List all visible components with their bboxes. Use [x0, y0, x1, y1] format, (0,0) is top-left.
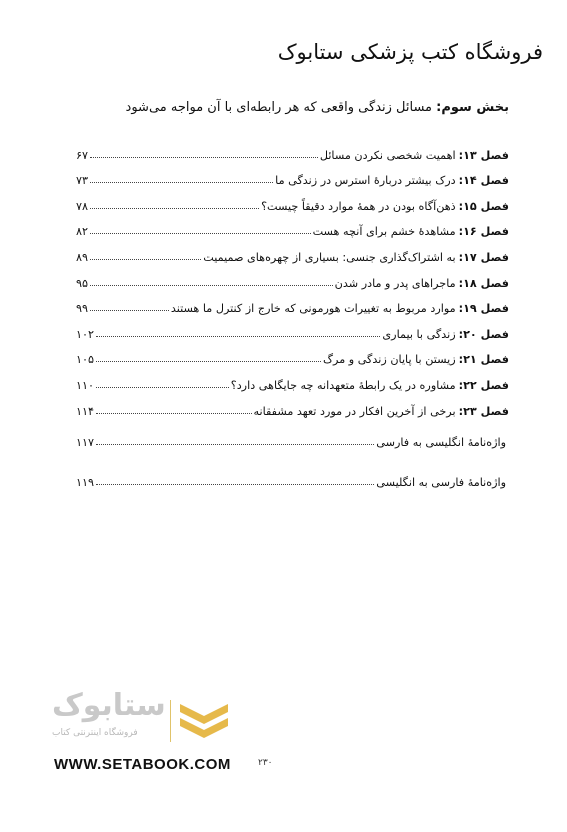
brand-tagline: فروشگاه اینترنتی کتاب	[52, 728, 138, 738]
toc-leader	[90, 310, 169, 311]
toc-row	[76, 290, 509, 316]
toc-leader	[90, 157, 318, 158]
toc-row	[76, 213, 509, 239]
toc-page: ۱۱۷	[76, 436, 95, 450]
toc-title: زیستن با پایان زندگی و مرگ	[323, 353, 456, 367]
section-heading-lead: بخش سوم:	[436, 100, 509, 115]
toc-row	[76, 238, 509, 264]
section-heading-title: مسائل زندگی واقعی که هر رابطه‌ای با آن مواجه می‌شود	[125, 100, 437, 115]
toc-page: ۷۸	[76, 199, 89, 213]
toc-row	[76, 463, 509, 489]
toc-chapter: فصل ۱۹:	[458, 302, 509, 316]
page-number: ۲۳۰	[258, 758, 273, 768]
toc-page: ۹۹	[76, 302, 89, 316]
toc-row	[76, 136, 509, 162]
toc-chapter: فصل ۱۷:	[458, 250, 509, 264]
toc-title: واژه‌نامۀ انگلیسی به فارسی	[376, 436, 506, 450]
toc-row	[76, 187, 509, 213]
toc-chapter: فصل ۲۲:	[458, 378, 509, 392]
toc-page: ۱۱۹	[76, 475, 95, 489]
toc-title: ذهن‌آگاه بودن در همۀ موارد دقیقاً چیست؟	[261, 199, 456, 213]
toc-chapter: فصل ۱۶:	[458, 225, 509, 239]
toc-leader	[96, 361, 321, 362]
toc-chapter: فصل ۱۳:	[458, 148, 509, 162]
toc-chapter: فصل ۱۸:	[458, 276, 509, 290]
toc-page: ۱۰۵	[76, 353, 95, 367]
toc-row	[76, 392, 509, 418]
toc-leader	[90, 208, 259, 209]
table-of-contents	[76, 136, 509, 489]
toc-title: مشاوره در یک رابطۀ متعهدانه چه جایگاهی دارد؟	[230, 378, 456, 392]
toc-page: ۸۲	[76, 225, 89, 239]
toc-chapter: فصل ۲۰:	[458, 327, 509, 341]
toc-title: اهمیت شخصی نکردن مسائل	[319, 148, 456, 162]
toc-title: زندگی با بیماری	[382, 327, 456, 341]
chevron-logo-icon	[176, 700, 232, 744]
toc-row	[76, 315, 509, 341]
toc-row	[76, 264, 509, 290]
toc-page: ۱۱۰	[76, 378, 95, 392]
toc-row	[76, 341, 509, 367]
brand-mark: ستابوک	[52, 688, 166, 723]
section-heading	[40, 100, 509, 115]
toc-leader	[96, 444, 374, 445]
toc-leader	[96, 336, 380, 337]
toc-chapter: فصل ۲۳:	[458, 404, 509, 418]
toc-leader	[96, 413, 251, 414]
toc-row	[76, 162, 509, 188]
toc-title: واژه‌نامۀ فارسی به انگلیسی	[376, 475, 506, 489]
toc-leader	[90, 233, 311, 234]
toc-title: برخی از آخرین افکار در مورد تعهد مشفقانه	[253, 404, 456, 418]
toc-title: ماجراهای پدر و مادر شدن	[334, 276, 456, 290]
toc-chapter: فصل ۱۵:	[458, 199, 509, 213]
toc-row	[76, 424, 509, 450]
toc-title: درک بیشتر دربارۀ استرس در زندگی ما	[275, 174, 456, 188]
page-header-title: فروشگاه کتب پزشکی ستابوک	[277, 40, 543, 64]
toc-title: به اشتراک‌گذاری جنسی: بسیاری از چهره‌های صمیمیت	[203, 250, 456, 264]
toc-title: موارد مربوط به تغییرات هورمونی که خارج از کنترل ما هستند	[170, 302, 456, 316]
toc-leader	[90, 259, 201, 260]
toc-leader	[96, 387, 229, 388]
toc-page: ۷۳	[76, 174, 89, 188]
toc-page: ۶۷	[76, 148, 89, 162]
toc-page: ۸۹	[76, 250, 89, 264]
toc-page: ۹۵	[76, 276, 89, 290]
toc-page: ۱۱۴	[76, 404, 95, 418]
toc-chapter: فصل ۱۴:	[458, 174, 509, 188]
toc-leader	[90, 182, 273, 183]
toc-title: مشاهدۀ خشم برای آنچه هست	[312, 225, 456, 239]
toc-page: ۱۰۲	[76, 327, 95, 341]
website-url[interactable]: WWW.SETABOOK.COM	[54, 756, 231, 773]
logo-divider	[170, 700, 171, 742]
toc-row	[76, 366, 509, 392]
toc-chapter: فصل ۲۱:	[458, 353, 509, 367]
toc-leader	[96, 484, 374, 485]
toc-leader	[90, 285, 333, 286]
